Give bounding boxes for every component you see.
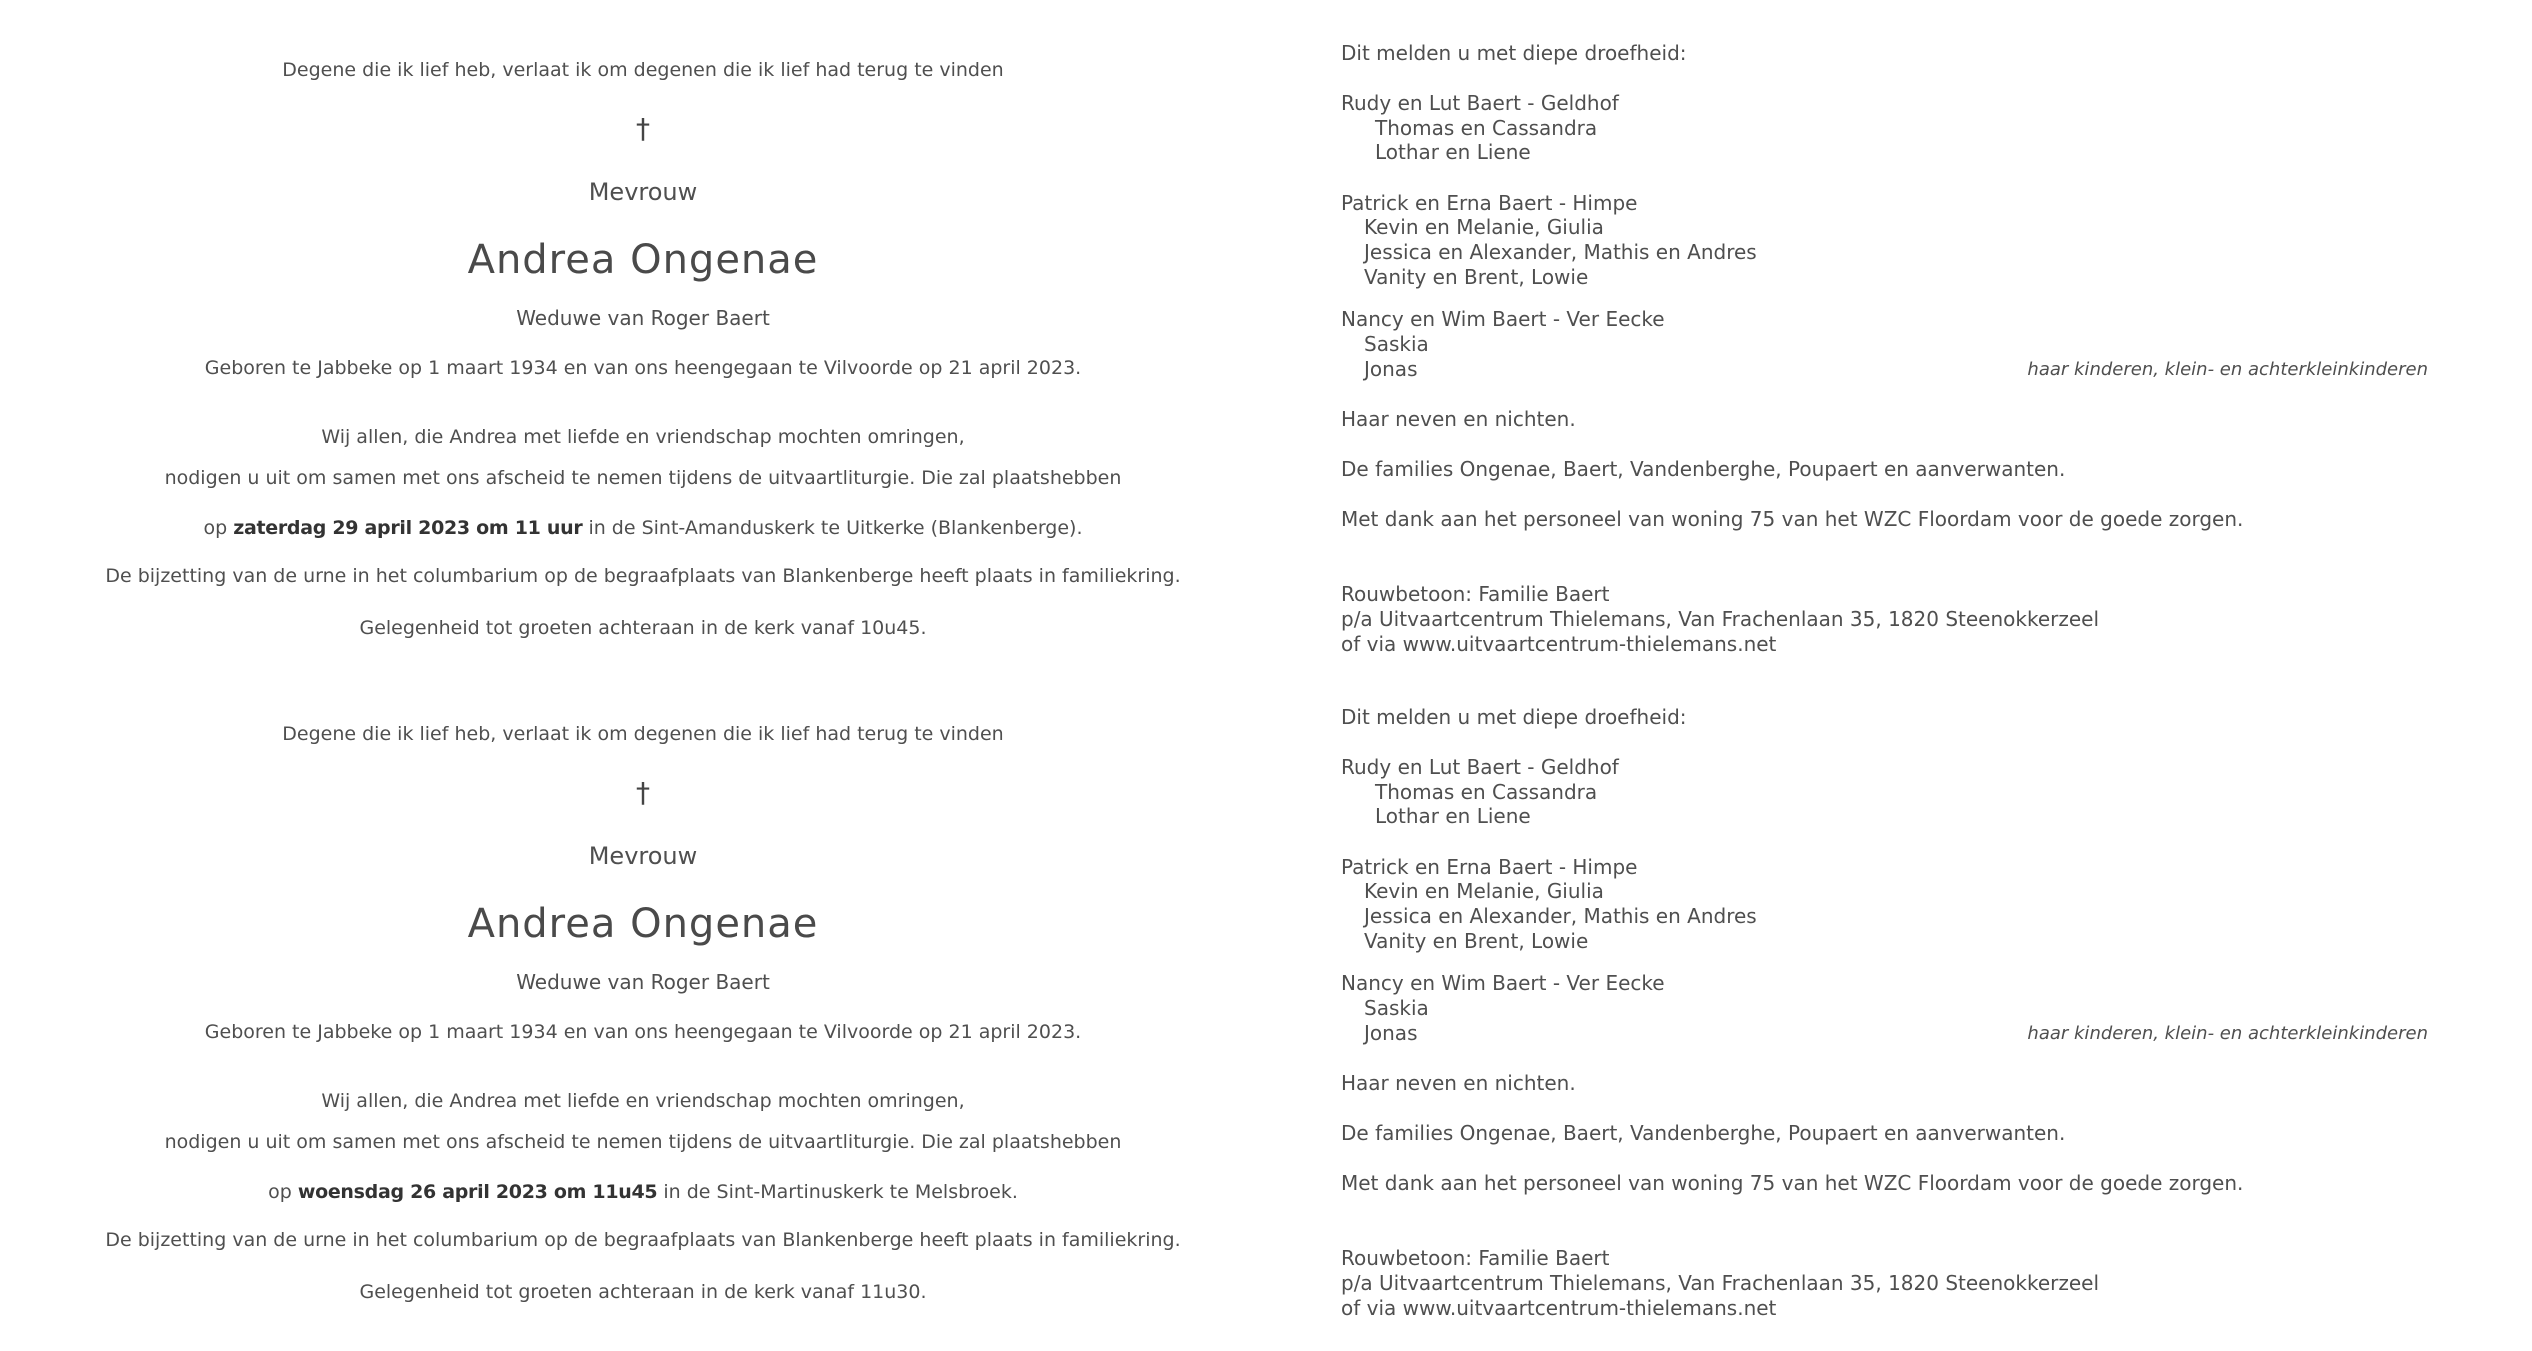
honorific: Mevrouw — [588, 841, 698, 870]
family-member: Jessica en Alexander, Mathis en Andres — [1364, 240, 1757, 265]
condolence-address-line-3: of via www.uitvaartcentrum-thielemans.net — [1341, 1296, 1777, 1321]
condolence-address-line-1: Rouwbetoon: Familie Baert — [1341, 582, 1610, 607]
invitation-line-1: Wij allen, die Andrea met liefde en vriendschap mochten omringen, — [321, 425, 965, 448]
condolence-address-line-1: Rouwbetoon: Familie Baert — [1341, 1246, 1610, 1271]
family-head: Rudy en Lut Baert - Geldhof — [1341, 91, 1619, 116]
burial-line: De bijzetting van de urne in het columbarium op de begraafplaats van Blankenberge heeft plaats in familiekring. — [105, 1228, 1181, 1251]
cross-icon: † — [636, 775, 650, 809]
family-member: Saskia — [1364, 332, 1429, 357]
widow-of: Weduwe van Roger Baert — [516, 970, 770, 995]
family-head: Nancy en Wim Baert - Ver Eecke — [1341, 307, 1665, 332]
deceased-name: Andrea Ongenae — [467, 237, 819, 284]
cross-icon: † — [636, 111, 650, 145]
memorial-card-2 — [0, 664, 2532, 1328]
family-member: Thomas en Cassandra — [1375, 780, 1598, 805]
relatives-line: De families Ongenae, Baert, Vandenberghe, Poupaert en aanverwanten. — [1341, 457, 2066, 482]
widow-of: Weduwe van Roger Baert — [516, 306, 770, 331]
family-head: Patrick en Erna Baert - Himpe — [1341, 855, 1638, 880]
honorific: Mevrouw — [588, 177, 698, 206]
relation-note: haar kinderen, klein- en achterkleinkinderen — [2027, 358, 2428, 380]
family-column — [0, 664, 2532, 1328]
relatives-line: De families Ongenae, Baert, Vandenberghe, Poupaert en aanverwanten. — [1341, 1121, 2066, 1146]
service-date-time: zaterdag 29 april 2023 om 11 uur — [233, 516, 583, 539]
birth-death-line: Geboren te Jabbeke op 1 maart 1934 en van ons heengegaan te Vilvoorde op 21 april 2023. — [204, 1020, 1082, 1043]
service-location: in de Sint-Amanduskerk te Uitkerke (Blankenberge). — [588, 516, 1083, 539]
family-head: Rudy en Lut Baert - Geldhof — [1341, 755, 1619, 780]
cousins-line: Haar neven en nichten. — [1341, 1071, 1576, 1096]
invitation-line-2: nodigen u uit om samen met ons afscheid te nemen tijdens de uitvaartliturgie. Die zal plaatshebben — [164, 466, 1122, 489]
family-member: Vanity en Brent, Lowie — [1364, 265, 1589, 290]
family-head: Patrick en Erna Baert - Himpe — [1341, 191, 1638, 216]
epigraph: Degene die ik lief heb, verlaat ik om degenen die ik lief had terug te vinden — [282, 58, 1004, 81]
condolence-address-line-2: p/a Uitvaartcentrum Thielemans, Van Frachenlaan 35, 1820 Steenokkerzeel — [1341, 1271, 2100, 1296]
family-intro: Dit melden u met diepe droefheid: — [1341, 705, 1687, 730]
burial-line: De bijzetting van de urne in het columbarium op de begraafplaats van Blankenberge heeft plaats in familiekring. — [105, 564, 1181, 587]
family-member: Kevin en Melanie, Giulia — [1364, 879, 1604, 904]
family-member: Jonas — [1364, 357, 1418, 382]
family-member: Vanity en Brent, Lowie — [1364, 929, 1589, 954]
family-member: Kevin en Melanie, Giulia — [1364, 215, 1604, 240]
family-member: Saskia — [1364, 996, 1429, 1021]
greeting-line: Gelegenheid tot groeten achteraan in de kerk vanaf 11u30. — [359, 1280, 927, 1303]
service-date-time: woensdag 26 april 2023 om 11u45 — [297, 1180, 658, 1203]
service-prefix: op — [203, 516, 228, 539]
family-member: Jonas — [1364, 1021, 1418, 1046]
family-member: Lothar en Liene — [1375, 140, 1531, 165]
service-location: in de Sint-Martinuskerk te Melsbroek. — [663, 1180, 1018, 1203]
relation-note: haar kinderen, klein- en achterkleinkinderen — [2027, 1022, 2428, 1044]
thanks-line: Met dank aan het personeel van woning 75 van het WZC Floordam voor de goede zorgen. — [1341, 507, 2244, 532]
family-column — [0, 0, 2532, 664]
invitation-line-2: nodigen u uit om samen met ons afscheid te nemen tijdens de uitvaartliturgie. Die zal plaatshebben — [164, 1130, 1122, 1153]
condolence-address-line-3: of via www.uitvaartcentrum-thielemans.net — [1341, 632, 1777, 657]
family-head: Nancy en Wim Baert - Ver Eecke — [1341, 971, 1665, 996]
deceased-name: Andrea Ongenae — [467, 901, 819, 948]
birth-death-line: Geboren te Jabbeke op 1 maart 1934 en van ons heengegaan te Vilvoorde op 21 april 2023. — [204, 356, 1082, 379]
epigraph: Degene die ik lief heb, verlaat ik om degenen die ik lief had terug te vinden — [282, 722, 1004, 745]
family-intro: Dit melden u met diepe droefheid: — [1341, 41, 1687, 66]
invitation-line-1: Wij allen, die Andrea met liefde en vriendschap mochten omringen, — [321, 1089, 965, 1112]
family-member: Jessica en Alexander, Mathis en Andres — [1364, 904, 1757, 929]
thanks-line: Met dank aan het personeel van woning 75 van het WZC Floordam voor de goede zorgen. — [1341, 1171, 2244, 1196]
greeting-line: Gelegenheid tot groeten achteraan in de kerk vanaf 10u45. — [359, 616, 927, 639]
cousins-line: Haar neven en nichten. — [1341, 407, 1576, 432]
condolence-address-line-2: p/a Uitvaartcentrum Thielemans, Van Frachenlaan 35, 1820 Steenokkerzeel — [1341, 607, 2100, 632]
memorial-card-1 — [0, 0, 2532, 664]
family-member: Lothar en Liene — [1375, 804, 1531, 829]
family-member: Thomas en Cassandra — [1375, 116, 1598, 141]
service-prefix: op — [268, 1180, 292, 1203]
